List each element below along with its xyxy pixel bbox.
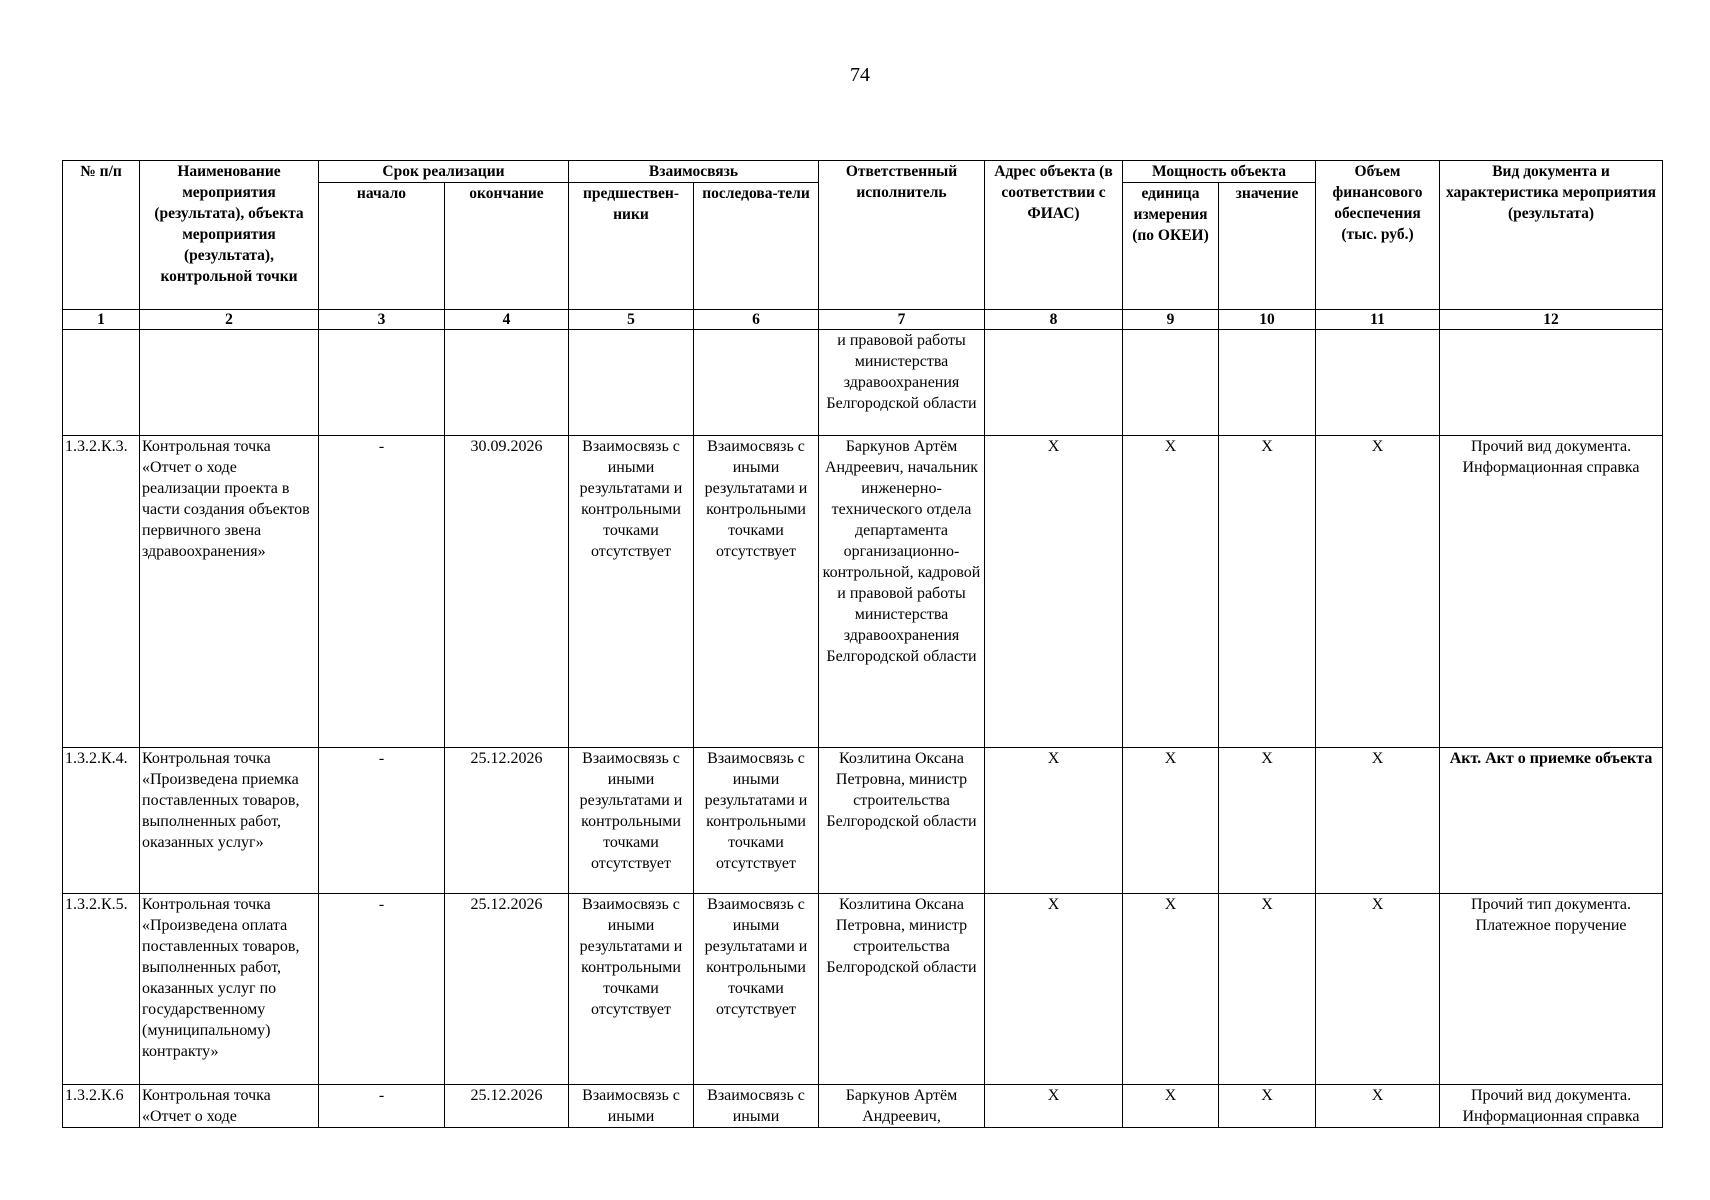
header-capacity-value: значение <box>1219 183 1316 310</box>
column-number: 10 <box>1219 310 1316 330</box>
cell-start: - <box>319 894 445 1085</box>
cell-unit: X <box>1123 748 1219 894</box>
cell-unit: X <box>1123 1085 1219 1128</box>
column-number: 6 <box>694 310 819 330</box>
column-number: 2 <box>140 310 319 330</box>
cell-pred: Взаимосвязь с иными результатами и контрольными точками отсутствует <box>569 436 694 748</box>
column-number: 8 <box>985 310 1123 330</box>
cell-empty <box>140 330 319 436</box>
cell-empty <box>1316 330 1440 436</box>
cell-address: X <box>985 748 1123 894</box>
cell-start: - <box>319 1085 445 1128</box>
cell-value: X <box>1219 436 1316 748</box>
cell-address: X <box>985 894 1123 1085</box>
cell-responsible: и правовой работы министерства здравоохранения Белгородской области <box>819 330 985 436</box>
cell-name: Контрольная точка «Произведена приемка поставленных товаров, выполненных работ, оказанных услуг» <box>140 748 319 894</box>
header-link-pred: предшествен-ники <box>569 183 694 310</box>
cell-end: 25.12.2026 <box>445 1085 569 1128</box>
cell-unit: X <box>1123 894 1219 1085</box>
table-row <box>63 1085 1663 1128</box>
cell-doc: Прочий тип документа. Платежное поручение <box>1440 894 1663 1085</box>
cell-value: X <box>1219 748 1316 894</box>
cell-next: Взаимосвязь с иными результатами и контрольными точками отсутствует <box>694 436 819 748</box>
header-term-end: окончание <box>445 183 569 310</box>
table-row <box>63 894 1663 1085</box>
cell-name: Контрольная точка «Отчет о ходе реализации проекта в части создания объектов первичного звена здравоохранения» <box>140 436 319 748</box>
cell-address: X <box>985 436 1123 748</box>
cell-name: Контрольная точка «Произведена оплата поставленных товаров, выполненных работ, оказанных услуг по государственному (муниципальному) контракту» <box>140 894 319 1085</box>
cell-unit: X <box>1123 436 1219 748</box>
cell-start: - <box>319 748 445 894</box>
cell-end: 25.12.2026 <box>445 894 569 1085</box>
cell-end: 25.12.2026 <box>445 748 569 894</box>
cell-responsible: Баркунов Артём Андреевич, начальник инженерно-технического отдела департамента организационно-контрольной, кадровой и правовой работы министерства здравоохранения Белгородской области <box>819 436 985 748</box>
column-number: 12 <box>1440 310 1663 330</box>
header-link-next: последова-тели <box>694 183 819 310</box>
cell-empty <box>319 330 445 436</box>
cell-empty <box>985 330 1123 436</box>
header-term: Срок реализации <box>319 161 569 183</box>
cell-empty <box>63 330 140 436</box>
cell-responsible: Козлитина Оксана Петровна, министр строительства Белгородской области <box>819 894 985 1085</box>
column-number: 11 <box>1316 310 1440 330</box>
header-address: Адрес объекта (в соответствии с ФИАС) <box>985 161 1123 310</box>
cell-empty <box>694 330 819 436</box>
cell-doc: Акт. Акт о приемке объекта <box>1440 748 1663 894</box>
cell-doc: Прочий вид документа. Информационная справка <box>1440 1085 1663 1128</box>
cell-start: - <box>319 436 445 748</box>
cell-finance: X <box>1316 748 1440 894</box>
cell-responsible: Баркунов Артём Андреевич, <box>819 1085 985 1128</box>
header-name: Наименование мероприятия (результата), объекта мероприятия (результата), контрольной точки <box>140 161 319 310</box>
header-capacity-unit: единица измерения (по ОКЕИ) <box>1123 183 1219 310</box>
cell-end: 30.09.2026 <box>445 436 569 748</box>
cell-num: 1.3.2.К.6 <box>63 1085 140 1128</box>
cell-pred: Взаимосвязь с иными <box>569 1085 694 1128</box>
cell-empty <box>1440 330 1663 436</box>
cell-pred: Взаимосвязь с иными результатами и контрольными точками отсутствует <box>569 748 694 894</box>
header-finance: Объем финансового обеспечения (тыс. руб.) <box>1316 161 1440 310</box>
column-number: 3 <box>319 310 445 330</box>
cell-value: X <box>1219 1085 1316 1128</box>
cell-num: 1.3.2.К.3. <box>63 436 140 748</box>
cell-value: X <box>1219 894 1316 1085</box>
column-number: 7 <box>819 310 985 330</box>
cell-empty <box>445 330 569 436</box>
cell-name: Контрольная точка «Отчет о ходе <box>140 1085 319 1128</box>
cell-doc: Прочий вид документа. Информационная справка <box>1440 436 1663 748</box>
header-term-start: начало <box>319 183 445 310</box>
cell-next: Взаимосвязь с иными результатами и контрольными точками отсутствует <box>694 748 819 894</box>
cell-next: Взаимосвязь с иными <box>694 1085 819 1128</box>
column-number: 4 <box>445 310 569 330</box>
table-row <box>63 436 1663 748</box>
header-responsible: Ответственный исполнитель <box>819 161 985 310</box>
cell-empty <box>1219 330 1316 436</box>
cell-finance: X <box>1316 894 1440 1085</box>
cell-next: Взаимосвязь с иными результатами и контрольными точками отсутствует <box>694 894 819 1085</box>
cell-empty <box>1123 330 1219 436</box>
header-doc: Вид документа и характеристика мероприятия (результата) <box>1440 161 1663 310</box>
cell-num: 1.3.2.К.5. <box>63 894 140 1085</box>
cell-responsible: Козлитина Оксана Петровна, министр строительства Белгородской области <box>819 748 985 894</box>
column-number: 5 <box>569 310 694 330</box>
header-capacity: Мощность объекта <box>1123 161 1316 183</box>
table-row-continuation <box>63 330 1663 436</box>
column-number: 9 <box>1123 310 1219 330</box>
cell-address: X <box>985 1085 1123 1128</box>
implementation-plan-table <box>62 160 1663 1128</box>
header-num: № п/п <box>63 161 140 310</box>
table-row <box>63 748 1663 894</box>
cell-num: 1.3.2.К.4. <box>63 748 140 894</box>
column-number: 1 <box>63 310 140 330</box>
cell-pred: Взаимосвязь с иными результатами и контрольными точками отсутствует <box>569 894 694 1085</box>
cell-empty <box>569 330 694 436</box>
page-number: 74 <box>850 64 870 86</box>
header-link: Взаимосвязь <box>569 161 819 183</box>
cell-finance: X <box>1316 1085 1440 1128</box>
cell-finance: X <box>1316 436 1440 748</box>
